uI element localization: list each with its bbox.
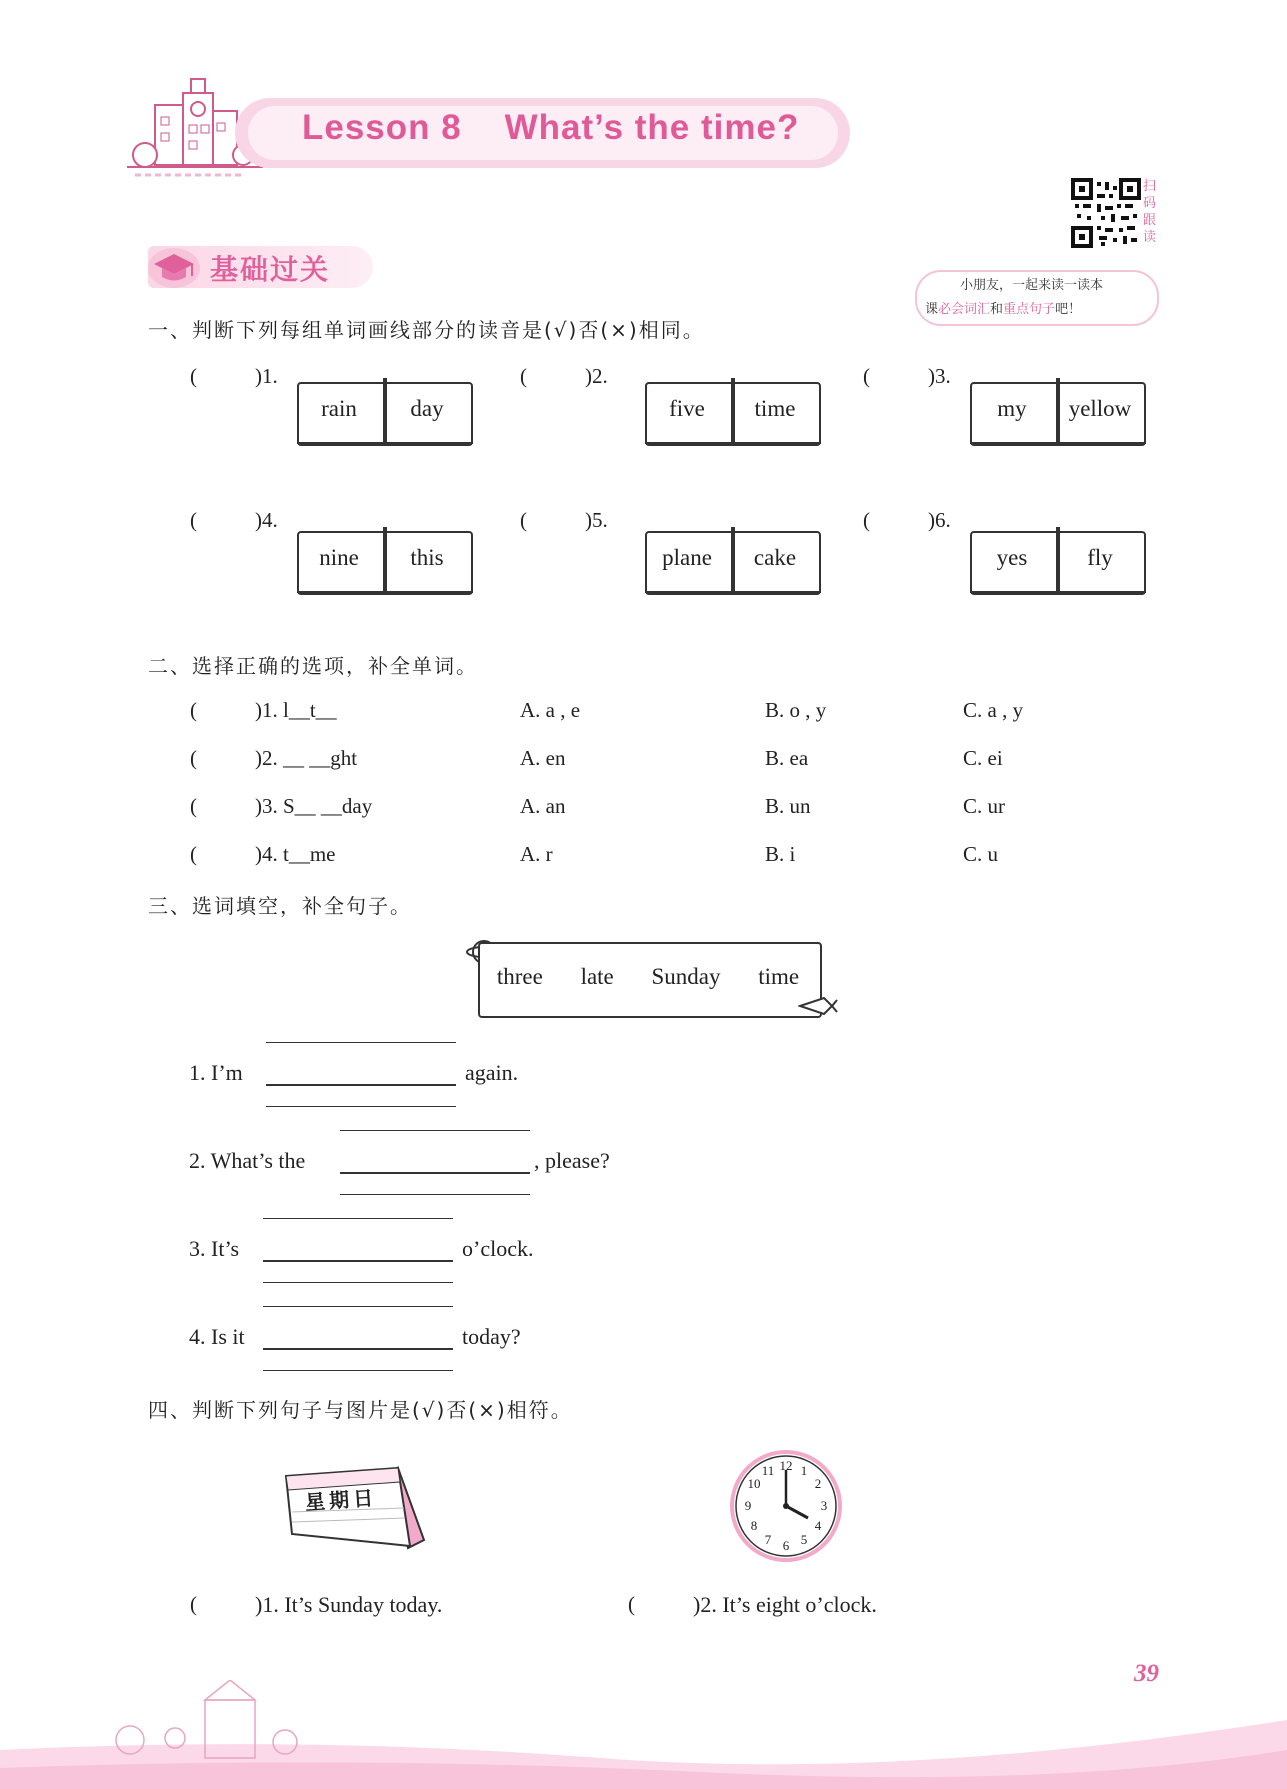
answer-paren-open[interactable]: ( xyxy=(190,698,197,722)
qr-label: 扫码跟读 xyxy=(1143,179,1157,245)
sentence-start: 3. It’s xyxy=(189,1236,240,1261)
sentence-end: , please? xyxy=(534,1148,610,1173)
svg-text:10: 10 xyxy=(747,1476,761,1491)
option-c[interactable]: C. u xyxy=(963,842,999,866)
tip-line-2: 课必会词汇和重点句子吧！ xyxy=(925,301,1082,316)
calendar-text: 星期日 xyxy=(304,1485,378,1515)
writing-guide-line xyxy=(266,1042,456,1043)
question-text: )1. l__t__ xyxy=(255,698,337,722)
writing-guide-line xyxy=(340,1130,530,1131)
word-book xyxy=(297,527,473,597)
book-word-right: cake xyxy=(753,545,797,570)
qr-code-icon[interactable] xyxy=(1071,178,1141,248)
graduation-cap-icon xyxy=(146,244,202,290)
question-text: )4. t__me xyxy=(255,842,336,866)
svg-text:6: 6 xyxy=(782,1538,790,1553)
book-word-left: five xyxy=(669,396,705,421)
svg-text:8: 8 xyxy=(750,1518,758,1533)
option-b[interactable]: B. ea xyxy=(765,746,809,770)
book-word-right: time xyxy=(754,396,796,421)
footer-decoration xyxy=(0,1680,1287,1789)
statement-text: )2. It’s eight o’clock. xyxy=(693,1592,877,1617)
sentence-start: 4. Is it xyxy=(189,1324,245,1349)
word-book xyxy=(970,527,1146,597)
sentence-start: 2. What’s the xyxy=(189,1148,306,1173)
option-a[interactable]: A. r xyxy=(520,842,553,866)
item-number: )2. xyxy=(585,364,608,388)
clock-image xyxy=(728,1448,844,1564)
option-c[interactable]: C. ur xyxy=(963,794,1005,818)
svg-text:2: 2 xyxy=(814,1476,822,1491)
sentence-end: today? xyxy=(462,1324,521,1349)
answer-paren-open[interactable]: ( xyxy=(863,508,870,532)
writing-guide-line xyxy=(263,1306,453,1307)
writing-guide-line xyxy=(263,1282,453,1283)
option-b[interactable]: B. o , y xyxy=(765,698,827,722)
item-number: )3. xyxy=(928,364,951,388)
book-word-right: this xyxy=(410,545,444,570)
tip-line-1: 小朋友，一起来读一读本 xyxy=(960,277,1104,292)
item-number: )4. xyxy=(255,508,278,532)
option-a[interactable]: A. an xyxy=(520,794,566,818)
statement-text: )1. It’s Sunday today. xyxy=(255,1592,443,1617)
answer-paren-open[interactable]: ( xyxy=(190,508,197,532)
book-word-right: yellow xyxy=(1068,396,1132,421)
part3-heading: 三、选词填空，补全句子。 xyxy=(148,894,412,918)
answer-blank[interactable] xyxy=(266,1084,456,1086)
book-word-left: rain xyxy=(321,396,357,421)
section-title: 基础过关 xyxy=(210,253,331,286)
page-number: 39 xyxy=(1134,1660,1159,1687)
svg-text:9: 9 xyxy=(744,1498,752,1513)
part1-heading: 一、判断下列每组单词画线部分的读音是(√)否(×)相同。 xyxy=(148,318,705,342)
part4-heading: 四、判断下列句子与图片是(√)否(×)相符。 xyxy=(148,1398,573,1422)
writing-guide-line xyxy=(263,1218,453,1219)
word-bank xyxy=(478,964,818,990)
option-a[interactable]: A. a , e xyxy=(520,698,581,722)
answer-paren-open[interactable]: ( xyxy=(190,842,197,866)
question-text: )3. S__ __day xyxy=(255,794,373,818)
book-word-left: nine xyxy=(319,545,359,570)
answer-paren-open[interactable]: ( xyxy=(863,364,870,388)
word-book xyxy=(970,378,1146,448)
option-b[interactable]: B. un xyxy=(765,794,811,818)
sentence-end: again. xyxy=(465,1060,519,1085)
word-bank-item: late xyxy=(580,964,614,989)
svg-text:5: 5 xyxy=(800,1532,808,1547)
book-word-right: fly xyxy=(1087,545,1113,570)
answer-paren-open[interactable]: ( xyxy=(190,364,197,388)
svg-text:12: 12 xyxy=(779,1458,793,1473)
book-word-left: plane xyxy=(662,545,712,570)
svg-text:3: 3 xyxy=(820,1498,828,1513)
item-number: )1. xyxy=(255,364,278,388)
answer-paren-open[interactable]: ( xyxy=(520,364,527,388)
book-word-right: day xyxy=(410,396,444,421)
rocket-icon xyxy=(798,994,838,1018)
word-bank-item: three xyxy=(496,964,543,989)
option-b[interactable]: B. i xyxy=(765,842,796,866)
item-number: )6. xyxy=(928,508,951,532)
item-number: )5. xyxy=(585,508,608,532)
word-bank-item: time xyxy=(758,964,800,989)
word-bank-item: Sunday xyxy=(651,964,721,989)
svg-text:4: 4 xyxy=(814,1518,822,1533)
option-a[interactable]: A. en xyxy=(520,746,566,770)
answer-paren-open[interactable]: ( xyxy=(190,746,197,770)
svg-text:1: 1 xyxy=(800,1463,808,1478)
option-c[interactable]: C. a , y xyxy=(963,698,1024,722)
answer-paren-open[interactable]: ( xyxy=(190,1592,197,1616)
part2-heading: 二、选择正确的选项，补全单词。 xyxy=(148,654,478,678)
answer-paren-open[interactable]: ( xyxy=(190,794,197,818)
lesson-title: Lesson 8 What’s the time? xyxy=(302,108,800,147)
answer-paren-open[interactable]: ( xyxy=(628,1592,635,1616)
writing-guide-line xyxy=(263,1370,453,1371)
word-book xyxy=(645,378,821,448)
book-word-left: yes xyxy=(996,545,1028,570)
word-book xyxy=(297,378,473,448)
sentence-end: o’clock. xyxy=(462,1236,534,1261)
option-c[interactable]: C. ei xyxy=(963,746,1003,770)
svg-text:7: 7 xyxy=(764,1532,772,1547)
sentence-start: 1. I’m xyxy=(189,1060,243,1085)
answer-blank[interactable] xyxy=(340,1172,530,1174)
word-book xyxy=(645,527,821,597)
question-text: )2. __ __ght xyxy=(255,746,358,770)
answer-blank[interactable] xyxy=(263,1348,453,1350)
answer-blank[interactable] xyxy=(263,1260,453,1262)
writing-guide-line xyxy=(340,1194,530,1195)
writing-guide-line xyxy=(266,1106,456,1107)
svg-text:11: 11 xyxy=(761,1463,775,1478)
book-word-left: my xyxy=(997,396,1027,421)
answer-paren-open[interactable]: ( xyxy=(520,508,527,532)
